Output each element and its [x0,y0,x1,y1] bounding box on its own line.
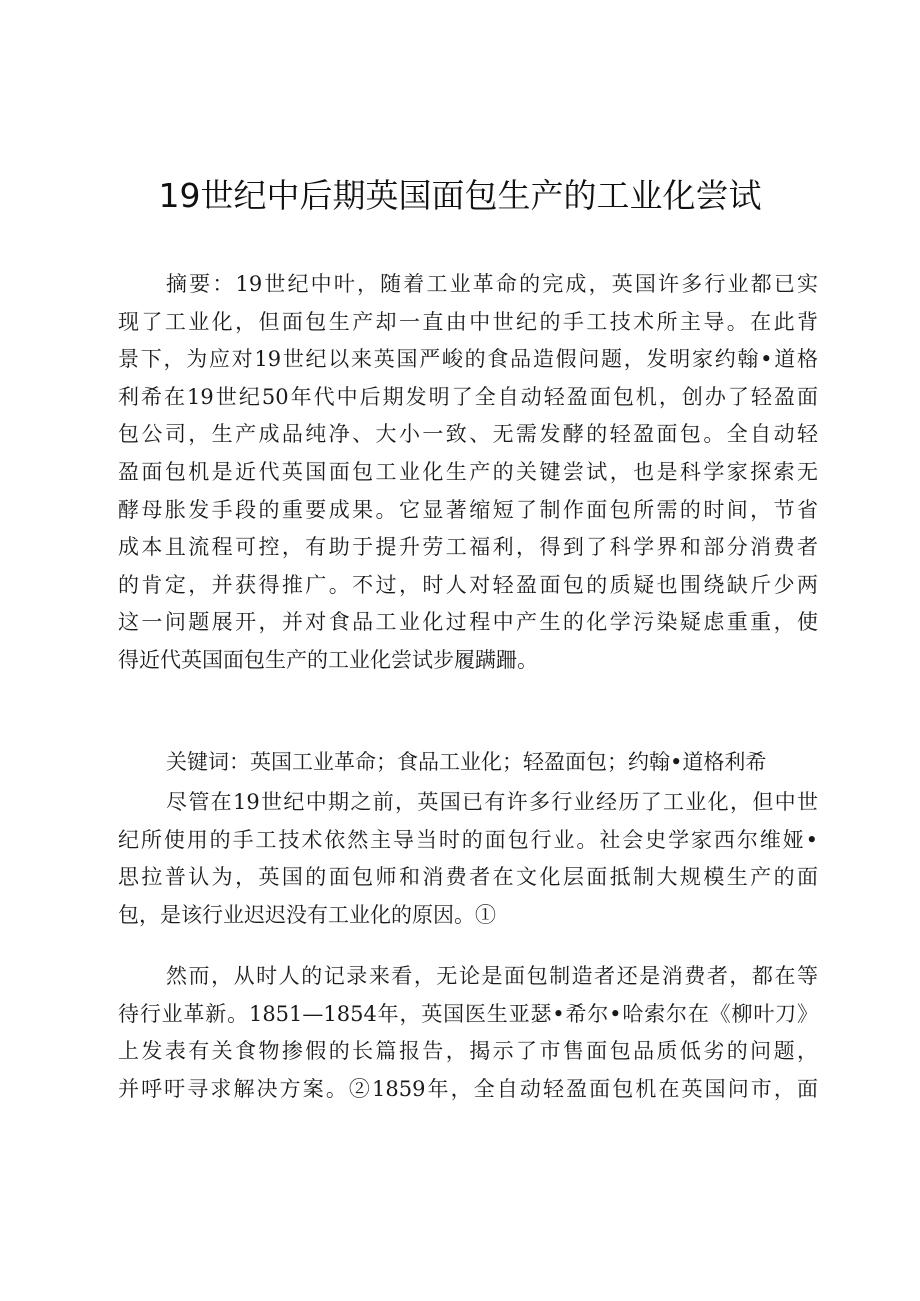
abstract-line: 这一问题展开，并对食品工业化过程中产生的化学污染疑虑重重，使 [118,610,818,635]
paragraph-line: 尽管在19世纪中期之前，英国已有许多行业经历了工业化，但中世 [166,790,818,814]
paragraph-line: 然而，从时人的记录来看，无论是面包制造者还是消费者，都在等 [166,964,818,988]
abstract-line: 的肯定，并获得推广。不过，时人对轻盈面包的质疑也围绕缺斤少两 [118,572,818,597]
abstract-line: 包公司，生产成品纯净、大小一致、无需发酵的轻盈面包。全自动轻 [118,422,818,447]
abstract-line: 酵母胀发手段的重要成果。它显著缩短了制作面包所需的时间，节省 [118,497,818,522]
abstract-line: 盈面包机是近代英国面包工业化生产的关键尝试，也是科学家探索无 [118,459,818,484]
body-paragraph-2 [118,958,818,1108]
abstract-line: 得近代英国面包生产的工业化尝试步履蹒跚。 [118,647,538,672]
abstract-paragraph [118,266,818,680]
abstract-line: 景下，为应对19世纪以来英国严峻的食品造假问题，发明家约翰•道格 [118,347,818,372]
abstract-line: 摘要：19世纪中叶，随着工业革命的完成，英国许多行业都已实 [166,272,818,296]
paragraph-line: 并呼吁寻求解决方案。②1859年，全自动轻盈面包机在英国问市，面 [118,1076,818,1101]
body-paragraph-1 [118,784,818,934]
paragraph-line: 待行业革新。1851—1854年，英国医生亚瑟•希尔•哈索尔在《柳叶刀》 [118,1001,818,1026]
abstract-line: 现了工业化，但面包生产却一直由中世纪的手工技术所主导。在此背 [118,309,818,334]
abstract-line: 利希在19世纪50年代中后期发明了全自动轻盈面包机，创办了轻盈面 [118,384,818,409]
keywords-paragraph [118,744,818,782]
paragraph-line: 纪所使用的手工技术依然主导当时的面包行业。社会史学家西尔维娅• [118,827,818,852]
paragraph-line: 上发表有关食物掺假的长篇报告，揭示了市售面包品质低劣的问题， [118,1039,818,1064]
paragraph-line: 思拉普认为，英国的面包师和消费者在文化层面抵制大规模生产的面 [118,865,818,890]
paragraph-line: 包，是该行业迟迟没有工业化的原因。① [118,902,496,927]
keywords-line: 关键词：英国工业革命；食品工业化；轻盈面包；约翰•道格利希 [166,750,767,774]
abstract-line: 成本且流程可控，有助于提升劳工福利，得到了科学界和部分消费者 [118,535,818,560]
document-title: 19世纪中后期英国面包生产的工业化尝试 [158,176,762,215]
